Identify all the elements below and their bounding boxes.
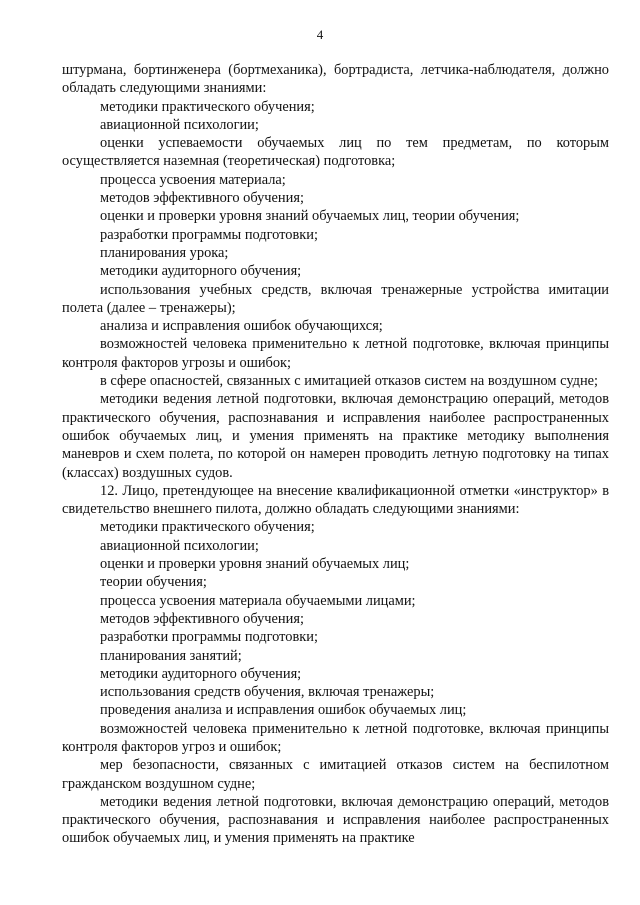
document-body — [62, 61, 609, 848]
list-item: использования учебных средств, включая тренажерные устройства имитации полета (далее – тренажеры); — [62, 281, 609, 316]
list-item: авиационной психологии; — [100, 537, 259, 554]
list-item: авиационной психологии; — [100, 116, 259, 133]
clause-12: 12. Лицо, претендующее на внесение квалификационной отметки «инструктор» в свидетельство внешнего пилота, должно обладать следующими знаниями: — [62, 482, 609, 518]
list-item: методов эффективного обучения; — [100, 610, 304, 627]
list-item: процесса усвоения материала; — [100, 171, 286, 188]
paragraph-continuation: штурмана, бортинженера (бортмеханика), бортрадиста, летчика-наблюдателя, должно обладать следующими знаниями: — [62, 62, 609, 97]
list-item: методики ведения летной подготовки, включая демонстрацию операций, методов практического обучения, распознавания и исправления наиболее распространенных ошибок обучаемых лиц, и умения применять на практике — [62, 793, 609, 847]
list-item: планирования урока; — [100, 244, 229, 261]
page-number: 4 — [316, 27, 324, 42]
list-item: в сфере опасностей, связанных с имитацией отказов систем на воздушном судне; — [100, 373, 599, 390]
list-item: разработки программы подготовки; — [100, 226, 318, 243]
list-item: методов эффективного обучения; — [100, 190, 304, 207]
list-item: проведения анализа и исправления ошибок обучаемых лиц; — [100, 702, 467, 719]
list-item: возможностей человека применительно к летной подготовке, включая принципы контроля факторов угроз и ошибок; — [62, 720, 609, 755]
list-item: оценки успеваемости обучаемых лиц по тем предметам, по которым осуществляется наземная (теоретическая) подготовка; — [62, 135, 609, 170]
list-item: методики аудиторного обучения; — [100, 665, 302, 682]
list-item: методики аудиторного обучения; — [100, 263, 302, 280]
list-item: методики практического обучения; — [100, 98, 315, 115]
list-item: методики ведения летной подготовки, включая демонстрацию операций, методов практического обучения, распознавания и исправления наиболее распространенных ошибок обучаемых лиц, и умения применять на практике методику выполнения маневров и схем полета, по которой он намерен проводить летную подготовку на типах (классах) воздушных судов. — [62, 391, 609, 481]
list-item: возможностей человека применительно к летной подготовке, включая принципы контроля факторов угрозы и ошибок; — [62, 336, 609, 371]
list-item: оценки и проверки уровня знаний обучаемых лиц; — [100, 556, 410, 573]
list-item: разработки программы подготовки; — [100, 629, 318, 646]
list-item: использования средств обучения, включая тренажеры; — [100, 684, 435, 701]
list-item: методики практического обучения; — [100, 519, 315, 536]
list-item: процесса усвоения материала обучаемыми лицами; — [100, 592, 416, 609]
list-item: анализа и исправления ошибок обучающихся; — [100, 318, 383, 335]
list-item: оценки и проверки уровня знаний обучаемых лиц, теории обучения; — [100, 208, 520, 225]
list-item: мер безопасности, связанных с имитацией отказов систем на беспилотном гражданском воздушном судне; — [62, 757, 609, 792]
list-item: планирования занятий; — [100, 647, 242, 664]
list-item: теории обучения; — [100, 574, 207, 591]
